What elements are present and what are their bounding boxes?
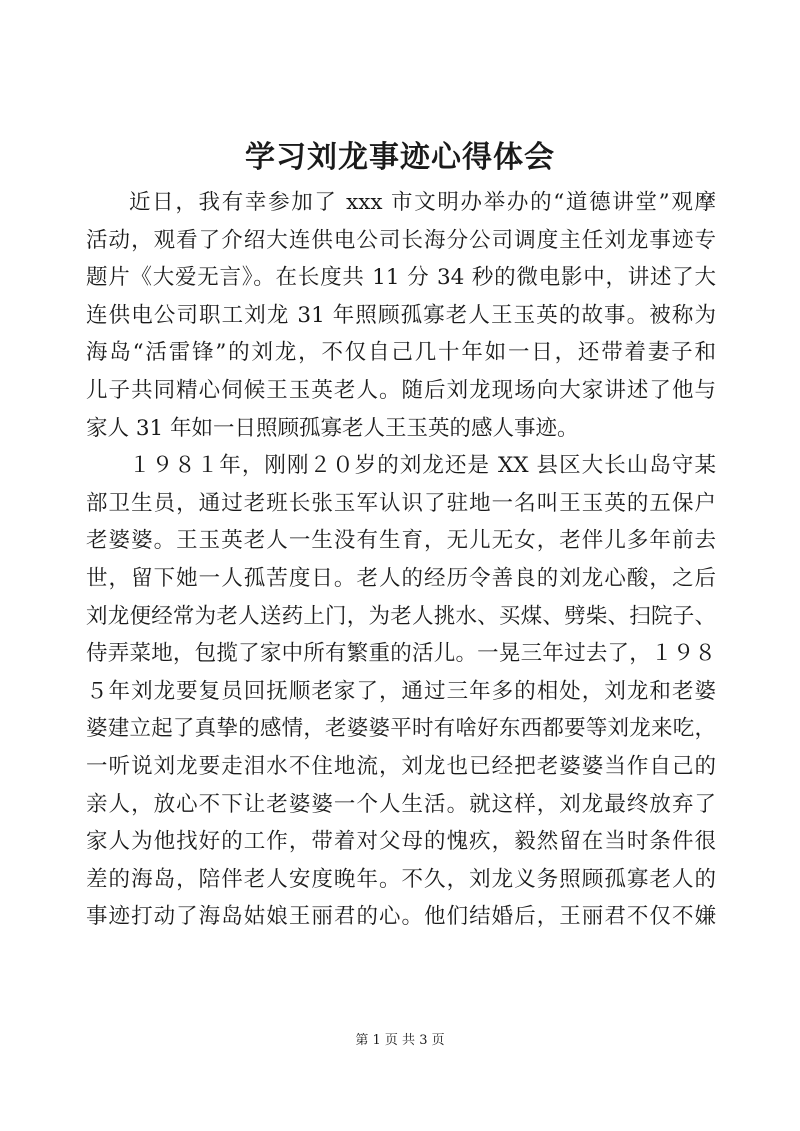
text-line: 刘龙便经常为老人送药上门，为老人挑水、买煤、劈柴、扫院子、 xyxy=(86,603,716,629)
text-line: 婆建立起了真挚的感情，老婆婆平时有啥好东西都要等刘龙来吃， xyxy=(86,716,716,742)
document-body xyxy=(86,184,716,936)
page-footer: 第 1 页 共 3 页 xyxy=(355,1033,445,1048)
text-line: 差的海岛，陪伴老人安度晚年。不久，刘龙义务照顾孤寡老人的 xyxy=(86,866,716,892)
text-line: 一听说刘龙要走泪水不住地流，刘龙也已经把老婆婆当作自己的 xyxy=(86,753,716,779)
text-line: 家人为他找好的工作，带着对父母的愧疚，毅然留在当时条件很 xyxy=(86,829,716,855)
text-line: ５年刘龙要复员回抚顺老家了，通过三年多的相处，刘龙和老婆 xyxy=(86,678,716,704)
text-line: １９８１年，刚刚２０岁的刘龙还是 XX 县区大长山岛守某 xyxy=(129,453,716,479)
text-line: 题片《大爱无言》。在长度共 11 分 34 秒的微电影中，讲述了大 xyxy=(86,265,716,291)
text-line: 部卫生员，通过老班长张玉军认识了驻地一名叫王玉英的五保户 xyxy=(86,490,716,516)
paragraph-2 xyxy=(86,447,716,936)
text-line: 亲人，放心不下让老婆婆一个人生活。就这样，刘龙最终放弃了 xyxy=(86,791,716,817)
text-line: 儿子共同精心伺候王玉英老人。随后刘龙现场向大家讲述了他与 xyxy=(86,377,716,403)
text-line: 侍弄菜地，包揽了家中所有繁重的活儿。一晃三年过去了，１９８ xyxy=(86,641,716,667)
paragraph-1 xyxy=(86,184,716,447)
text-line: 家人 31 年如一日照顾孤寡老人王玉英的感人事迹。 xyxy=(86,415,579,441)
text-line: 海岛“活雷锋”的刘龙，不仅自己几十年如一日，还带着妻子和 xyxy=(86,340,716,366)
text-line: 老婆婆。王玉英老人一生没有生育，无儿无女，老伴儿多年前去 xyxy=(86,528,716,554)
text-line: 活动，观看了介绍大连供电公司长海分公司调度主任刘龙事迹专 xyxy=(86,227,716,253)
document-title: 学习刘龙事迹心得体会 xyxy=(245,140,555,175)
text-line: 连供电公司职工刘龙 31 年照顾孤寡老人王玉英的故事。被称为 xyxy=(86,302,716,328)
text-line: 近日，我有幸参加了 xxx 市文明办举办的“道德讲堂”观摩 xyxy=(129,190,716,215)
text-line: 事迹打动了海岛姑娘王丽君的心。他们结婚后，王丽君不仅不嫌 xyxy=(86,904,716,930)
text-line: 世，留下她一人孤苦度日。老人的经历令善良的刘龙心酸，之后 xyxy=(86,565,716,591)
